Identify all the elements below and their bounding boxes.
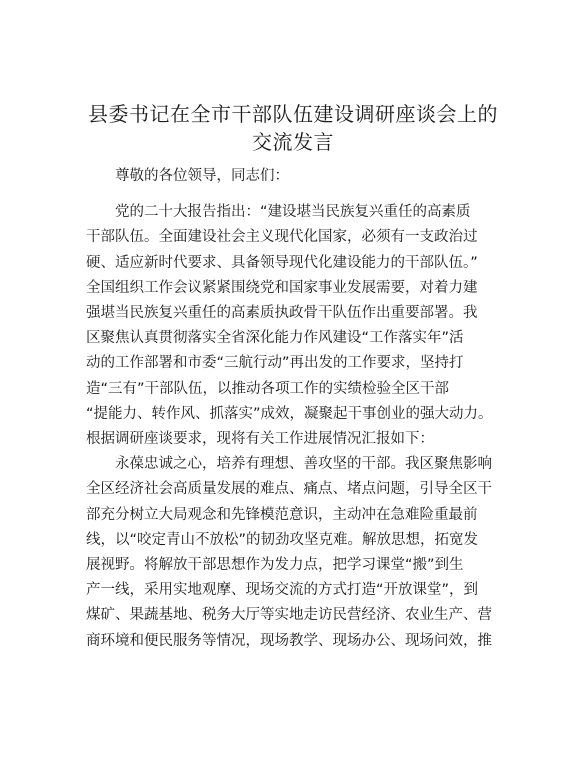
paragraph-line: 造“三有”干部队伍，以推动各项工作的实绩检验全区干部	[86, 380, 450, 397]
paragraph-line: 产一线，采用实地观摩、现场交流的方式打造“开放课堂”，到	[86, 582, 479, 599]
paragraph-line: 区聚焦认真贯彻落实全省深化能力作风建设“工作落实年”活	[86, 330, 464, 347]
paragraph-line: 全国组织工作会议紧紧围绕党和国家事业发展需要，对着力建	[86, 279, 478, 296]
paragraph-line: 部充分树立大局观念和先锋模范意识，主动冲在急难险重最前	[86, 506, 478, 523]
paragraph-line: 干部队伍。全面建设社会主义现代化国家，必须有一支政治过	[86, 229, 478, 246]
paragraph-line: 硬、适应新时代要求、具备领导现代化建设能力的干部队伍。”	[86, 254, 478, 271]
salutation	[86, 164, 506, 189]
document-title	[60, 100, 526, 156]
title-line: 交流发言	[252, 130, 334, 154]
paragraph-line: 动的工作部署和市委“三航行动”再出发的工作要求，坚持打	[86, 355, 464, 372]
paragraph-line: 煤矿、果蔬基地、税务大厅等实地走访民营经济、农业生产、营	[86, 607, 492, 624]
paragraph-line: 根据调研座谈要求，现将有关工作进展情况汇报如下：	[86, 431, 434, 448]
title-line: 县委书记在全市干部队伍建设调研座谈会上的	[88, 102, 498, 126]
paragraph-1	[86, 200, 506, 452]
document-body	[86, 164, 506, 654]
paragraph-line: 全区经济社会高质量发展的难点、痛点、堵点问题，引导全区干	[86, 481, 492, 498]
paragraph-line: 强堪当民族复兴重任的高素质执政骨干队伍作出重要部署。我	[86, 305, 478, 322]
salutation-line: 尊敬的各位领导，同志们：	[115, 168, 289, 184]
paragraph-line: “提能力、转作风、抓落实”成效，凝聚起干事创业的强大动力。	[86, 405, 493, 422]
paragraph-line: 展视野。将解放干部思想作为发力点，把学习课堂“搬”到生	[86, 557, 464, 574]
paragraph-line: 商环境和便民服务等情况，现场教学、现场办公、现场问效，推	[86, 632, 492, 649]
paragraph-line: 党的二十大报告指出：“建设堪当民族复兴重任的高素质	[115, 204, 471, 221]
paragraph-line: 永葆忠诚之心，培养有理想、善攻坚的干部。我区聚焦影响	[115, 456, 492, 473]
paragraph-2	[86, 452, 506, 654]
paragraph-line: 线，以“咬定青山不放松”的韧劲攻坚克难。解放思想，拓宽发	[86, 531, 479, 548]
